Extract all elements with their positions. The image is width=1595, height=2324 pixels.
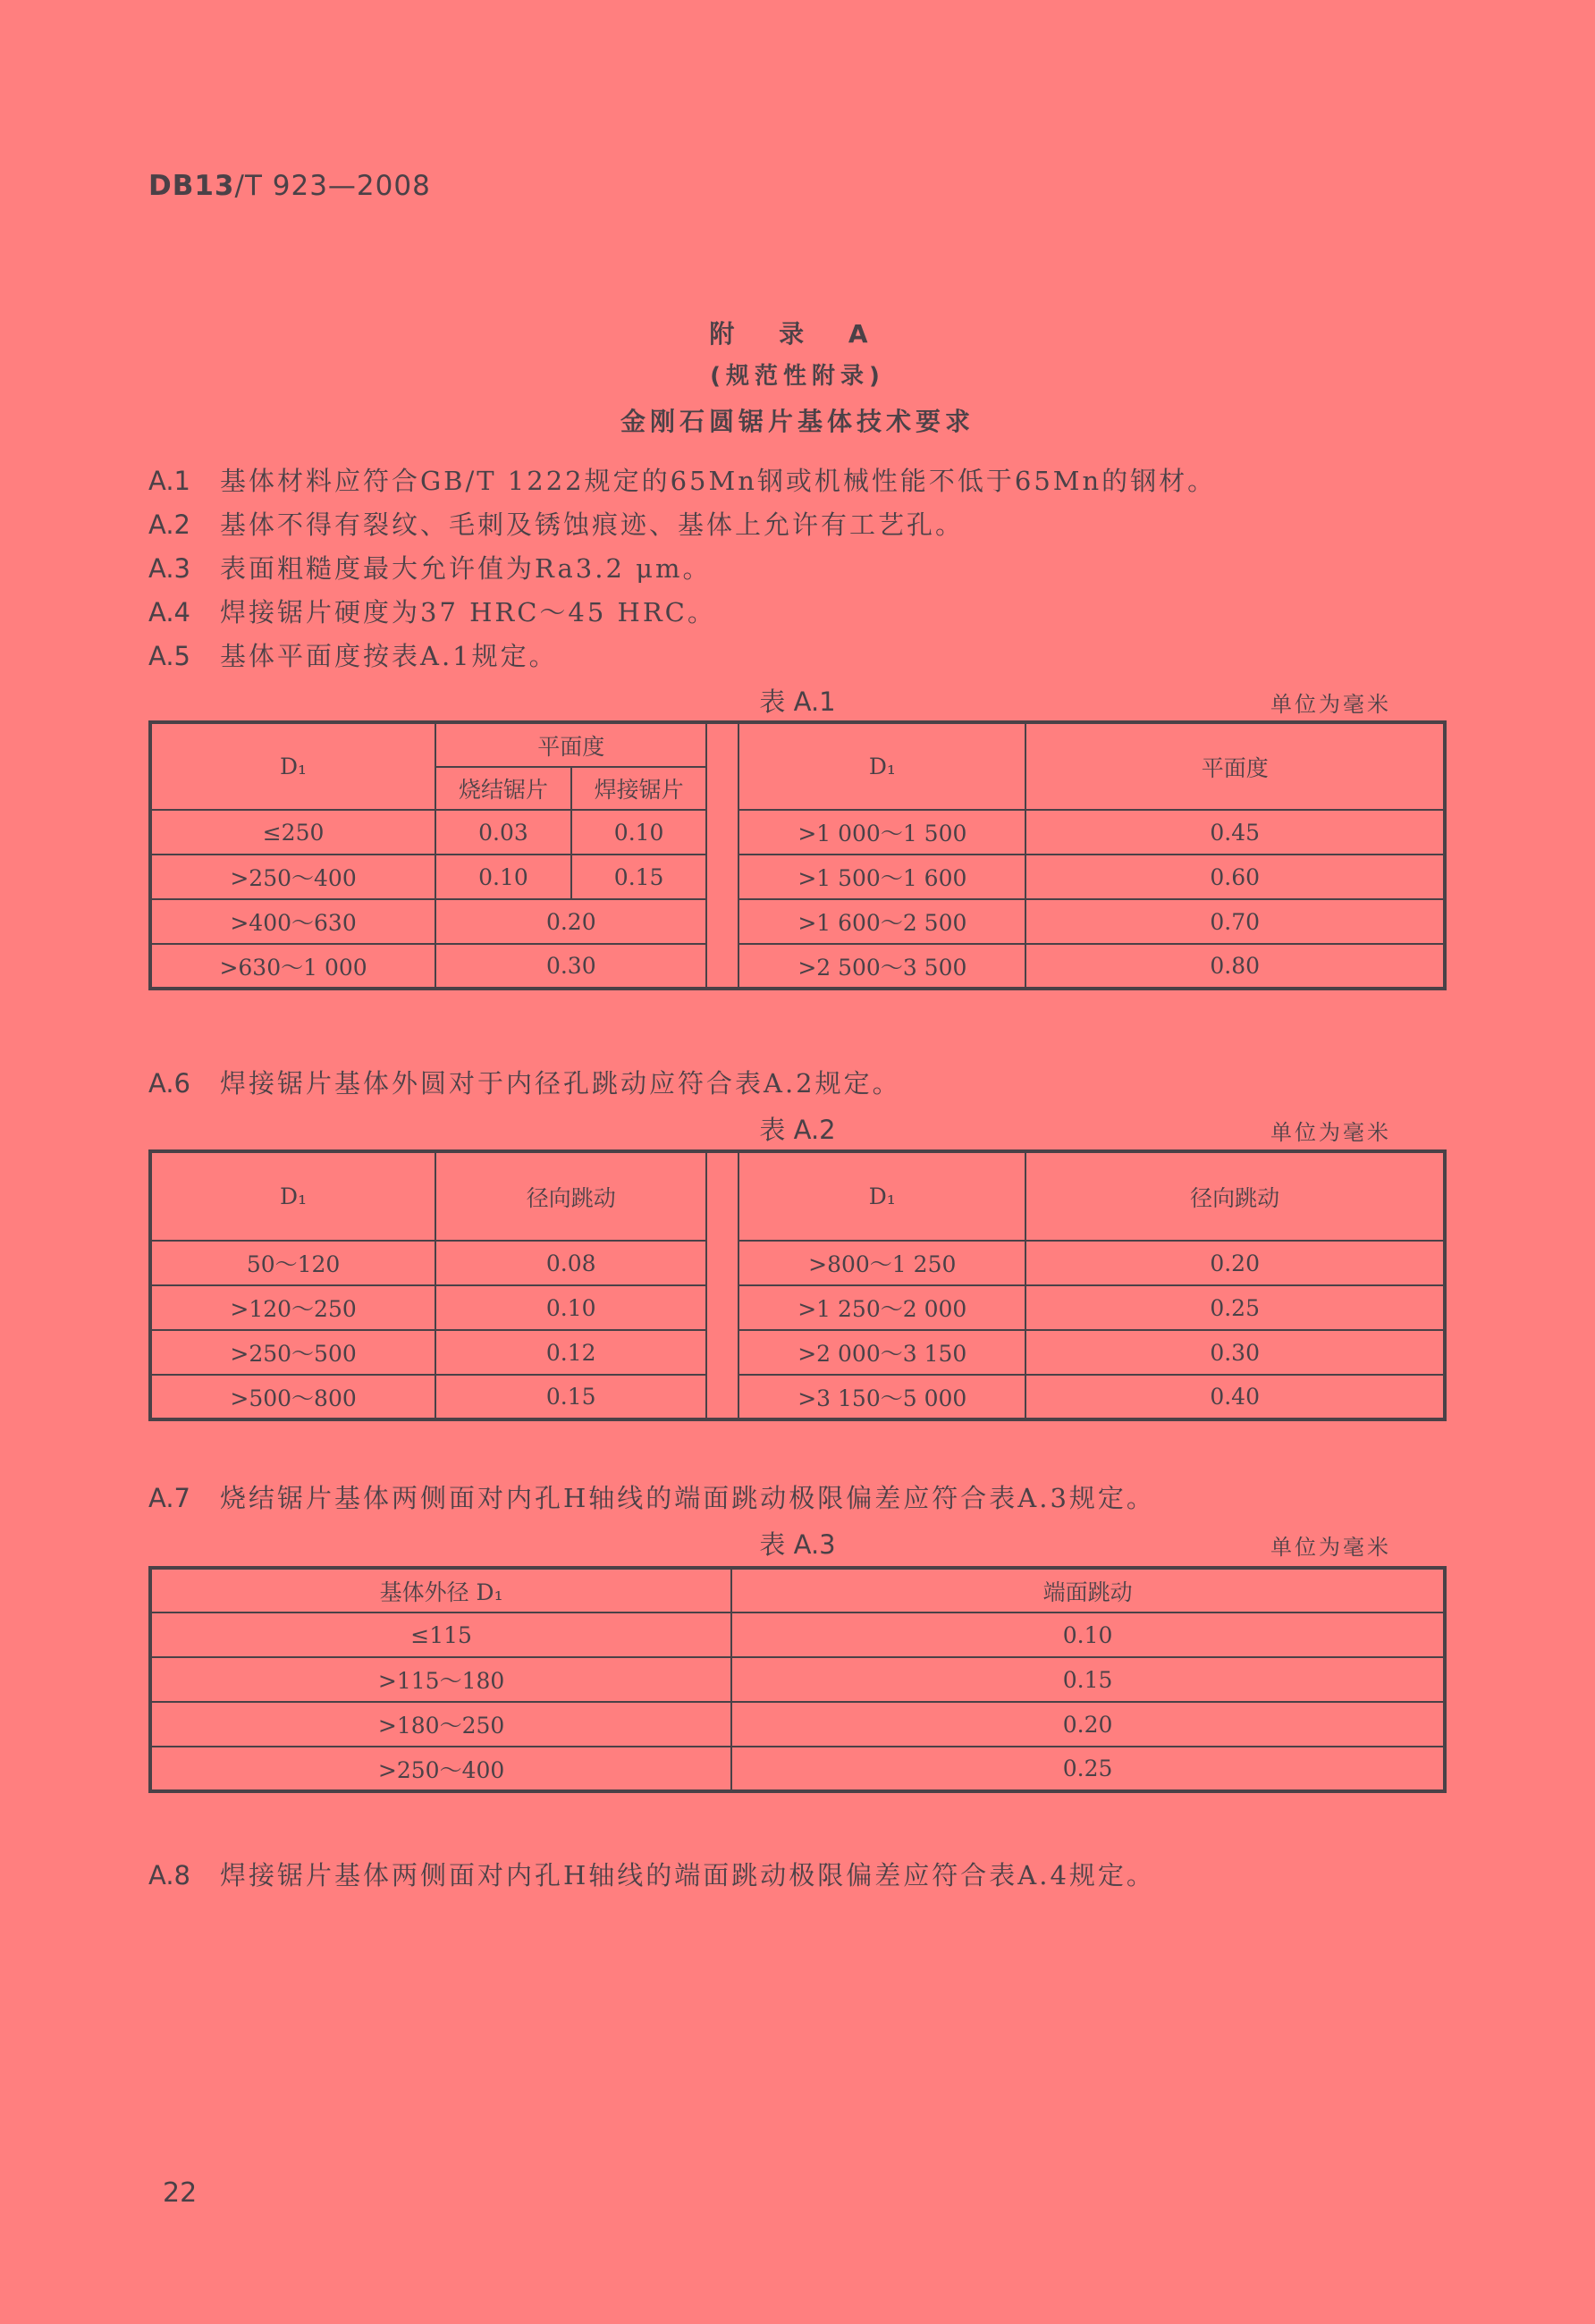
page-number: 22 (163, 2177, 198, 2209)
table-row (150, 855, 1445, 899)
table-cell: 0.20 (435, 899, 706, 944)
clause-text: 表面粗糙度最大允许值为Ra3.2 μm。 (220, 553, 712, 584)
document-code-prefix: DB13 (148, 170, 235, 202)
clause-a8 (148, 1856, 1155, 1892)
clause-text: 烧结锯片基体两侧面对内孔H轴线的端面跳动极限偏差应符合表A.3规定。 (220, 1483, 1155, 1513)
table-cell: >800～1 250 (738, 1241, 1025, 1285)
table-cell: 0.80 (1025, 944, 1445, 989)
table-header: 烧结锯片 (435, 767, 571, 810)
table-cell: ≤250 (150, 810, 435, 855)
clause-a5 (148, 636, 558, 673)
table-cell: 0.25 (1025, 1285, 1445, 1330)
clause-a3 (148, 549, 711, 585)
clause-a4 (148, 593, 716, 629)
table-cell: >180～250 (150, 1702, 731, 1747)
table-cell: >115～180 (150, 1657, 731, 1702)
table-header: 平面度 (1025, 722, 1445, 810)
table-header: 焊接锯片 (571, 767, 707, 810)
clause-text: 基体不得有裂纹、毛刺及锈蚀痕迹、基体上允许有工艺孔。 (220, 509, 965, 540)
table-a2-unit: 单位为毫米 (1270, 1120, 1391, 1145)
table-cell: 0.40 (1025, 1375, 1445, 1419)
clause-a6 (148, 1064, 901, 1100)
clause-number: A.6 (148, 1068, 190, 1099)
table-cell: 0.10 (435, 855, 571, 899)
table-cell: >3 150～5 000 (738, 1375, 1025, 1419)
table-header: D₁ (150, 722, 435, 810)
table-row (150, 899, 1445, 944)
table-spacer (706, 1151, 738, 1419)
annex-title: 金刚石圆锯片基体技术要求 (620, 407, 975, 436)
table-cell: >1 600～2 500 (738, 899, 1025, 944)
table-row (150, 944, 1445, 989)
table-cell: 0.60 (1025, 855, 1445, 899)
table-row (150, 1285, 1445, 1330)
clause-text: 基体材料应符合GB/T 1222规定的65Mn钢或机械性能不低于65Mn的钢材。 (220, 466, 1217, 496)
table-cell: >1 500～1 600 (738, 855, 1025, 899)
table-cell: >1 000～1 500 (738, 810, 1025, 855)
clause-text: 焊接锯片基体两侧面对内孔H轴线的端面跳动极限偏差应符合表A.4规定。 (220, 1860, 1155, 1890)
table-row (150, 1612, 1445, 1657)
table-header: 基体外径 D₁ (150, 1568, 731, 1612)
table-a1 (148, 720, 1447, 990)
table-row (150, 1330, 1445, 1375)
clause-number: A.1 (148, 466, 190, 496)
table-cell: 0.30 (435, 944, 706, 989)
clause-text: 基体平面度按表A.1规定。 (220, 641, 558, 671)
table-cell: 0.10 (571, 810, 707, 855)
table-header: 径向跳动 (435, 1151, 706, 1241)
table-row (150, 1657, 1445, 1702)
table-row (150, 810, 1445, 855)
table-cell: 0.10 (731, 1612, 1445, 1657)
table-cell: 0.25 (731, 1747, 1445, 1791)
clause-a1 (148, 461, 1216, 498)
table-row (150, 1375, 1445, 1419)
clause-number: A.5 (148, 641, 190, 671)
table-cell: >250～400 (150, 855, 435, 899)
table-row (150, 1241, 1445, 1285)
clause-number: A.2 (148, 509, 190, 540)
table-cell: 0.20 (731, 1702, 1445, 1747)
table-cell: 0.03 (435, 810, 571, 855)
clause-number: A.4 (148, 597, 190, 627)
table-cell: >630～1 000 (150, 944, 435, 989)
table-header: 平面度 (435, 722, 706, 767)
table-header: 径向跳动 (1025, 1151, 1445, 1241)
table-cell: 50～120 (150, 1241, 435, 1285)
table-cell: >2 500～3 500 (738, 944, 1025, 989)
clause-text: 焊接锯片基体外圆对于内径孔跳动应符合表A.2规定。 (220, 1068, 901, 1099)
table-a1-unit: 单位为毫米 (1270, 692, 1391, 717)
table-a2 (148, 1149, 1447, 1421)
clause-a2 (148, 505, 964, 542)
annex-label: 附 录 A (709, 319, 886, 349)
table-cell: 0.08 (435, 1241, 706, 1285)
table-cell: 0.15 (571, 855, 707, 899)
table-cell: >400～630 (150, 899, 435, 944)
table-cell: >500～800 (150, 1375, 435, 1419)
table-cell: 0.10 (435, 1285, 706, 1330)
annex-type: (规范性附录) (710, 363, 885, 390)
table-cell: 0.15 (731, 1657, 1445, 1702)
table-a3-unit: 单位为毫米 (1270, 1535, 1391, 1560)
table-cell: >250～400 (150, 1747, 731, 1791)
table-cell: 0.12 (435, 1330, 706, 1375)
table-cell: 0.45 (1025, 810, 1445, 855)
document-code (148, 170, 431, 202)
clause-text: 焊接锯片硬度为37 HRC～45 HRC。 (220, 597, 716, 627)
table-header: D₁ (738, 722, 1025, 810)
clause-a7 (148, 1478, 1155, 1515)
table-cell: >250～500 (150, 1330, 435, 1375)
table-a3 (148, 1566, 1447, 1793)
table-cell: >1 250～2 000 (738, 1285, 1025, 1330)
table-cell: >2 000～3 150 (738, 1330, 1025, 1375)
table-row (150, 1747, 1445, 1791)
document-code-suffix: /T 923—2008 (234, 170, 431, 202)
table-header: D₁ (738, 1151, 1025, 1241)
table-cell: 0.30 (1025, 1330, 1445, 1375)
table-header: D₁ (150, 1151, 435, 1241)
table-cell: 0.20 (1025, 1241, 1445, 1285)
clause-number: A.7 (148, 1483, 190, 1513)
table-cell: 0.15 (435, 1375, 706, 1419)
table-row (150, 1702, 1445, 1747)
clause-number: A.3 (148, 553, 190, 584)
table-a2-caption: 表 A.2 (759, 1115, 836, 1145)
table-spacer (706, 722, 738, 989)
table-cell: 0.70 (1025, 899, 1445, 944)
table-cell: ≤115 (150, 1612, 731, 1657)
table-a3-caption: 表 A.3 (759, 1529, 836, 1560)
table-cell: >120～250 (150, 1285, 435, 1330)
table-a1-caption: 表 A.1 (759, 686, 836, 717)
table-header: 端面跳动 (731, 1568, 1445, 1612)
clause-number: A.8 (148, 1860, 190, 1890)
